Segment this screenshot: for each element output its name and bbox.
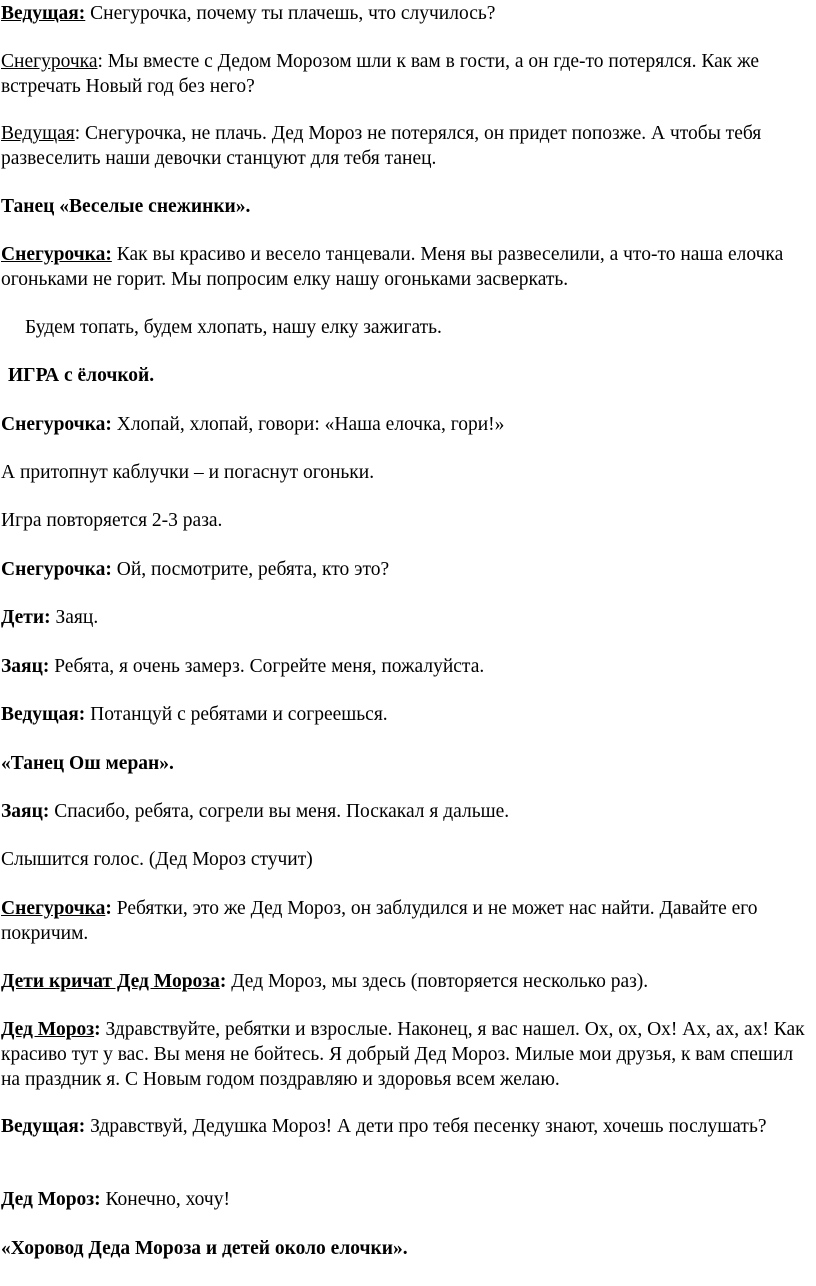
line-6: Будем топать, будем хлопать, нашу елку зажигать. xyxy=(25,317,442,338)
line-22 xyxy=(1,1187,813,1212)
speaker-label: Снегурочка: xyxy=(1,559,112,580)
line-17: Слышится голос. (Дед Мороз стучит) xyxy=(1,849,313,870)
speaker-label: Снегурочка: xyxy=(1,414,112,435)
speaker-label: Снегурочка xyxy=(1,51,98,72)
line-text: Конечно, хочу! xyxy=(100,1189,230,1210)
line-20 xyxy=(1,1017,813,1092)
line-text: Хлопай, хлопай, говори: «Наша елочка, гори!» xyxy=(111,414,505,435)
line-text: Потанцуй с ребятами и согреешься. xyxy=(85,704,388,725)
speaker-label: Дети кричат Дед Мороза xyxy=(1,971,220,992)
speaker-label: Снегурочка: xyxy=(1,244,112,265)
heading-game-tree: ИГРА с ёлочкой. xyxy=(8,365,155,386)
line-text: Заяц. xyxy=(50,607,99,628)
speaker-suffix: : xyxy=(105,898,112,919)
speaker-label: Ведущая: xyxy=(1,3,86,24)
speaker-label: Дед Мороз: xyxy=(1,1189,101,1210)
line-10: Игра повторяется 2-3 раза. xyxy=(1,510,223,531)
speaker-suffix: : xyxy=(94,1019,101,1040)
heading-round-dance: «Хоровод Деда Мороза и детей около елочки». xyxy=(1,1238,408,1259)
line-text: Здравствуй, Дедушка Мороз! А дети про тебя песенку знают, хочешь послушать? xyxy=(85,1116,767,1137)
line-text: Как вы красиво и весело танцевали. Меня вы развеселили, а что-то наша елочка огоньками не горит. Мы попросим елку нашу огоньками засверкать. xyxy=(1,244,784,290)
line-text: Снегурочка, почему ты плачешь, что случилось? xyxy=(85,3,496,24)
speaker-suffix: : xyxy=(219,971,227,992)
line-11 xyxy=(1,557,813,582)
line-text: Дед Мороз, мы здесь (повторяется несколько раз). xyxy=(226,971,649,992)
line-14 xyxy=(1,702,813,727)
line-9: А притопнут каблучки – и погаснут огоньки. xyxy=(1,462,375,483)
heading-dance-snowflakes: Танец «Веселые снежинки». xyxy=(1,196,251,217)
line-2 xyxy=(1,49,813,99)
line-13 xyxy=(1,654,813,679)
line-5 xyxy=(1,242,813,292)
line-1 xyxy=(1,1,813,26)
speaker-label: Ведущая xyxy=(1,123,75,144)
speaker-label: Ведущая: xyxy=(1,1116,86,1137)
line-3 xyxy=(1,121,813,171)
line-text: Ребята, я очень замерз. Согрейте меня, пожалуйста. xyxy=(49,656,485,677)
heading-dance-osh-meran: «Танец Ош меран». xyxy=(1,753,174,774)
line-text: Здравствуйте, ребятки и взрослые. Наконец, я вас нашел. Ох, ох, Ох! Ах, ах, ах! Как красиво тут у вас. Вы меня не бойтесь. Я добрый Дед Мороз. Милые мои друзья, к вам спешил на праздник я. С Новым годом поздравляю и здоровья всем желаю. xyxy=(1,1019,805,1090)
line-text: Ребятки, это же Дед Мороз, он заблудился и не может нас найти. Давайте его покричим. xyxy=(1,898,758,944)
line-text: : Мы вместе с Дедом Морозом шли к вам в гости, а он где-то потерялся. Как же встречать Новый год без него? xyxy=(1,51,759,97)
line-8 xyxy=(1,412,813,437)
speaker-label: Дед Мороз xyxy=(1,1019,95,1040)
speaker-label: Дети: xyxy=(1,607,51,628)
speaker-label: Снегурочка xyxy=(1,898,106,919)
line-text: : Снегурочка, не плачь. Дед Мороз не потерялся, он придет попозже. А чтобы тебя развеселить наши девочки станцуют для тебя танец. xyxy=(1,123,762,169)
line-19 xyxy=(1,969,813,994)
line-16 xyxy=(1,799,813,824)
speaker-label: Заяц: xyxy=(1,656,50,677)
line-12 xyxy=(1,605,813,630)
line-21 xyxy=(1,1114,813,1139)
line-18 xyxy=(1,896,813,946)
speaker-label: Заяц: xyxy=(1,801,50,822)
line-text: Спасибо, ребята, согрели вы меня. Поскакал я дальше. xyxy=(49,801,510,822)
line-text: Ой, посмотрите, ребята, кто это? xyxy=(111,559,390,580)
speaker-label: Ведущая: xyxy=(1,704,86,725)
